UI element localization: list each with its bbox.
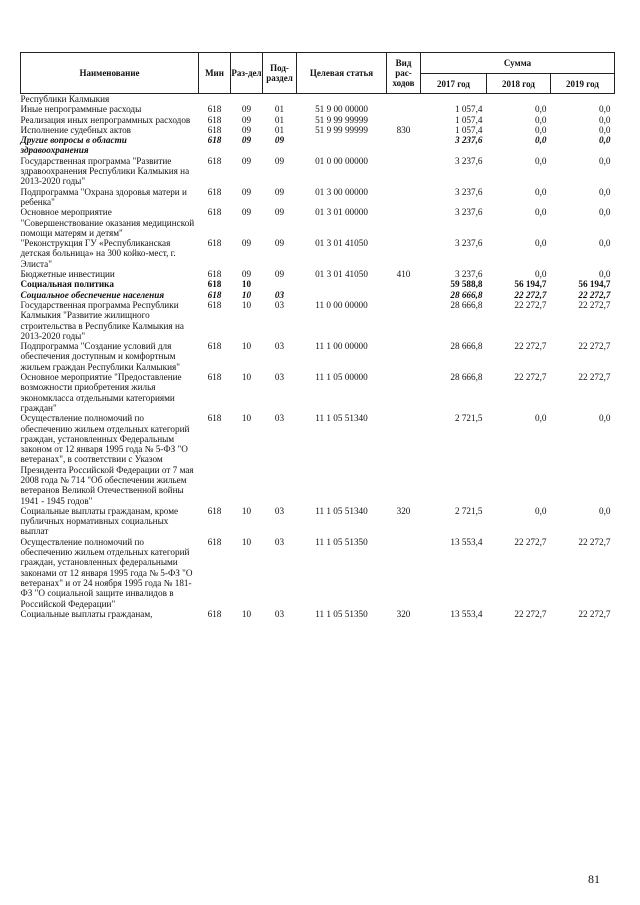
cell-2017: 28 666,8 — [450, 341, 483, 352]
cell-2019: 0,0 — [599, 124, 611, 135]
cell-2018: 0,0 — [535, 505, 547, 516]
cell-2019: 0,0 — [599, 155, 611, 166]
cell-2018: 0,0 — [535, 413, 547, 424]
cell-2019: 22 272,7 — [578, 536, 611, 547]
cell-name: Осуществление полномочий по обеспечению жильем отдельных категорий граждан, установленных федеральными законами от 12 января 1995 года № 5-ФЗ "О ветеранах" и от 24 ноября 1995 года № 181-ФЗ "О социальной защите инвалидов в Российской Федерации" — [20, 536, 193, 609]
cell-2019: 22 272,7 — [578, 299, 611, 310]
cell-name: Основное мероприятие "Совершенствование оказания медицинской помощи матерям и детям" — [20, 207, 195, 238]
cell-vid — [387, 238, 421, 269]
cell-podrazdel: 03 — [274, 608, 285, 619]
table-row — [21, 609, 615, 619]
cell-podrazdel: 03 — [274, 299, 285, 310]
cell-min: 618 — [207, 114, 222, 125]
cell-name: Государственная программа "Развитие здравоохранения Республики Калмыкия на 2013-2020 годы" — [20, 155, 190, 187]
cell-razdel: 09 — [241, 207, 252, 218]
cell-podrazdel: 01 — [274, 124, 285, 135]
cell-podrazdel: 09 — [274, 207, 285, 218]
cell-razdel: 10 — [241, 608, 252, 619]
cell-podrazdel: 09 — [274, 269, 285, 280]
cell-vid — [387, 94, 421, 105]
cell-min: 618 — [207, 279, 222, 290]
col-header-target: Целевая статья — [297, 53, 387, 94]
cell-name: Другие вопросы в области здравоохранения — [20, 135, 127, 156]
table-row — [21, 279, 615, 289]
cell-name: Социальное обеспечение населения — [20, 289, 165, 300]
table-row — [21, 506, 615, 537]
col-header-vid: Вид рас-ходов — [387, 53, 421, 94]
cell-podrazdel: 01 — [274, 104, 285, 115]
cell-min: 618 — [207, 536, 222, 547]
cell-2018: 0,0 — [535, 135, 547, 146]
table-row — [21, 104, 615, 114]
cell-min: 618 — [207, 269, 222, 280]
cell-2018: 56 194,7 — [514, 279, 547, 290]
table-row — [21, 238, 615, 269]
cell-target: 01 0 00 00000 — [315, 155, 368, 166]
cell-podrazdel: 03 — [274, 289, 285, 300]
cell-name: Подпрограмма "Охрана здоровья матери и ребенка" — [20, 186, 187, 207]
cell-2019: 0,0 — [599, 186, 611, 197]
table-row — [21, 115, 615, 125]
cell-min: 618 — [207, 372, 222, 383]
cell-min: 618 — [207, 608, 222, 619]
cell-min: 618 — [207, 289, 222, 300]
cell-vid — [387, 104, 421, 114]
cell-2019: 22 272,7 — [578, 608, 611, 619]
cell-podrazdel — [263, 279, 297, 289]
col-header-podrazdel: Под-раздел — [263, 53, 297, 94]
cell-min: 618 — [207, 155, 222, 166]
cell-name: Государственная программа Республики Калмыкия "Развитие жилищного строительства в Республике Калмыкия на 2013-2020 годы" — [20, 299, 184, 341]
cell-podrazdel: 03 — [274, 413, 285, 424]
cell-min: 618 — [207, 124, 222, 135]
cell-2019: 0,0 — [599, 413, 611, 424]
cell-podrazdel: 01 — [274, 114, 285, 125]
cell-min: 618 — [207, 341, 222, 352]
cell-2018: 22 272,7 — [514, 608, 547, 619]
cell-2018: 0,0 — [535, 186, 547, 197]
cell-vid — [387, 413, 421, 506]
cell-2017: 3 237,6 — [454, 155, 483, 166]
cell-name: Подпрограмма "Создание условий для обеспечения доступным и комфортным жильем граждан Республики Калмыкия" — [20, 341, 180, 372]
cell-2019: 0,0 — [599, 269, 611, 280]
cell-podrazdel: 03 — [274, 536, 285, 547]
cell-razdel: 09 — [241, 135, 252, 146]
cell-vid: 410 — [396, 269, 411, 280]
cell-podrazdel: 09 — [274, 186, 285, 197]
cell-vid — [387, 372, 421, 413]
cell-2019: 22 272,7 — [578, 341, 611, 352]
cell-2018 — [487, 94, 551, 105]
cell-vid: 320 — [396, 608, 411, 619]
table-row — [21, 187, 615, 208]
cell-name: Основное мероприятие "Предоставление возможности приобретения жилья экономкласса отдельными категориями граждан" — [20, 372, 182, 413]
cell-podrazdel: 09 — [274, 238, 285, 249]
cell-2018: 0,0 — [535, 104, 547, 115]
cell-name: Реализация иных непрограммных расходов — [20, 114, 191, 125]
cell-razdel: 09 — [241, 124, 252, 135]
cell-target — [297, 279, 387, 289]
col-header-razdel: Раз-дел — [231, 53, 263, 94]
col-header-sum: Сумма — [421, 53, 615, 74]
cell-min: 618 — [207, 238, 222, 249]
table-row — [21, 156, 615, 187]
cell-2017: 59 588,8 — [450, 279, 483, 290]
cell-2019 — [551, 94, 615, 105]
cell-name: "Реконструкция ГУ «Республиканская детская больница» на 300 койко-мест, г. Элиста" — [20, 238, 176, 269]
cell-name: Осуществление полномочий по обеспечению жильем отдельных категорий граждан, установленных Федеральным законом от 12 января 1995 года № 5-ФЗ "О ветеранах", в соответствии с Указом Президента Российской Федерации от 7 мая 2008 года № 714 "Об обеспечении жильем ветеранов Великой Отечественной войны 1941 - 1945 годов" — [20, 413, 194, 506]
cell-vid — [387, 115, 421, 125]
table-row — [21, 290, 615, 300]
cell-2018: 0,0 — [535, 238, 547, 249]
cell-razdel: 09 — [241, 104, 252, 115]
cell-vid — [387, 279, 421, 289]
budget-table — [20, 52, 615, 619]
cell-2017 — [421, 94, 487, 105]
cell-razdel: 09 — [241, 269, 252, 280]
cell-2018: 0,0 — [535, 114, 547, 125]
cell-2019: 0,0 — [599, 238, 611, 249]
cell-2018: 0,0 — [535, 155, 547, 166]
cell-2017: 13 553,4 — [450, 608, 483, 619]
cell-vid: 830 — [396, 124, 411, 135]
cell-target: 01 3 01 41050 — [315, 269, 368, 280]
cell-min: 618 — [207, 299, 222, 310]
cell-2018: 22 272,7 — [514, 536, 547, 547]
cell-podrazdel: 09 — [274, 155, 285, 166]
table-row — [21, 341, 615, 372]
cell-2018: 22 272,7 — [514, 341, 547, 352]
table-row — [21, 269, 615, 279]
cell-2019: 22 272,7 — [578, 289, 611, 300]
cell-2017: 1 057,4 — [454, 124, 483, 135]
cell-min — [199, 94, 231, 105]
cell-target — [297, 290, 387, 300]
cell-name: Бюджетные инвестиции — [20, 269, 115, 280]
cell-2017: 2 721,5 — [454, 413, 483, 424]
cell-min: 618 — [207, 104, 222, 115]
cell-vid — [387, 135, 421, 156]
cell-name: Иные непрограммные расходы — [20, 104, 142, 115]
cell-razdel: 10 — [241, 289, 252, 300]
cell-min: 618 — [207, 207, 222, 218]
cell-2017: 3 237,6 — [454, 238, 483, 249]
cell-razdel: 09 — [241, 186, 252, 197]
cell-vid — [387, 156, 421, 187]
cell-vid — [387, 207, 421, 238]
cell-vid: 320 — [396, 505, 411, 516]
cell-2019: 0,0 — [599, 207, 611, 218]
col-header-2018: 2018 год — [487, 74, 551, 94]
cell-podrazdel: 09 — [274, 135, 285, 146]
cell-razdel: 10 — [241, 505, 252, 516]
cell-2019: 22 272,7 — [578, 372, 611, 383]
cell-name: Социальная политика — [20, 279, 114, 290]
cell-2019: 56 194,7 — [578, 279, 611, 290]
cell-2019: 0,0 — [599, 114, 611, 125]
table-row — [21, 537, 615, 609]
cell-razdel: 10 — [241, 536, 252, 547]
cell-2017: 3 237,6 — [454, 135, 483, 146]
cell-min: 618 — [207, 413, 222, 424]
cell-vid — [387, 537, 421, 609]
cell-2017: 1 057,4 — [454, 114, 483, 125]
cell-target: 11 1 05 51340 — [315, 505, 368, 516]
table-row — [21, 135, 615, 156]
cell-target: 11 1 05 51340 — [315, 413, 368, 424]
col-header-min: Мин — [199, 53, 231, 94]
page-number: 81 — [588, 872, 600, 886]
cell-2017: 28 666,8 — [450, 289, 483, 300]
cell-2018: 22 272,7 — [514, 372, 547, 383]
cell-2017: 2 721,5 — [454, 505, 483, 516]
cell-2017: 13 553,4 — [450, 536, 483, 547]
cell-target: 11 1 00 00000 — [315, 341, 368, 352]
cell-2017: 28 666,8 — [450, 299, 483, 310]
cell-target: 01 3 01 00000 — [315, 207, 368, 218]
cell-razdel — [231, 94, 263, 105]
cell-2019: 0,0 — [599, 505, 611, 516]
cell-target — [297, 94, 387, 105]
cell-podrazdel — [263, 94, 297, 105]
col-header-name: Наименование — [21, 53, 199, 94]
cell-podrazdel: 03 — [274, 505, 285, 516]
cell-razdel: 09 — [241, 114, 252, 125]
table-row — [21, 125, 615, 135]
cell-razdel: 09 — [241, 238, 252, 249]
cell-2018: 22 272,7 — [514, 299, 547, 310]
cell-2018: 0,0 — [535, 269, 547, 280]
cell-razdel: 10 — [241, 372, 252, 383]
cell-2017: 3 237,6 — [454, 269, 483, 280]
cell-2017: 3 237,6 — [454, 207, 483, 218]
cell-target: 51 9 99 99999 — [315, 124, 368, 135]
table-header — [21, 53, 615, 94]
col-header-2017: 2017 год — [421, 74, 487, 94]
cell-razdel: 10 — [241, 341, 252, 352]
cell-target: 01 3 00 00000 — [315, 186, 368, 197]
cell-razdel: 10 — [241, 413, 252, 424]
cell-2017: 1 057,4 — [454, 104, 483, 115]
cell-target: 51 9 99 99999 — [315, 114, 368, 125]
cell-min: 618 — [207, 505, 222, 516]
cell-name: Социальные выплаты гражданам, — [20, 608, 153, 619]
table-row — [21, 207, 615, 238]
col-header-2019: 2019 год — [551, 74, 615, 94]
cell-vid — [387, 300, 421, 341]
table-row — [21, 372, 615, 413]
cell-min: 618 — [207, 186, 222, 197]
cell-2019: 0,0 — [599, 135, 611, 146]
cell-2018: 0,0 — [535, 124, 547, 135]
cell-podrazdel: 03 — [274, 372, 285, 383]
cell-target — [297, 135, 387, 156]
budget-table-page — [20, 52, 615, 619]
cell-razdel: 10 — [241, 299, 252, 310]
cell-target: 01 3 01 41050 — [315, 238, 368, 249]
cell-target: 11 1 05 00000 — [315, 372, 368, 383]
table-body — [21, 94, 615, 620]
cell-name: Исполнение судебных актов — [20, 124, 132, 135]
cell-target: 11 1 05 51350 — [315, 536, 368, 547]
table-row — [21, 94, 615, 105]
cell-podrazdel: 03 — [274, 341, 285, 352]
table-row — [21, 300, 615, 341]
cell-min: 618 — [207, 135, 222, 146]
cell-vid — [387, 290, 421, 300]
cell-razdel: 10 — [241, 279, 252, 290]
cell-target: 11 1 05 51350 — [315, 608, 368, 619]
cell-2018: 22 272,7 — [514, 289, 547, 300]
cell-razdel: 09 — [241, 155, 252, 166]
cell-2017: 3 237,6 — [454, 186, 483, 197]
cell-name: Социальные выплаты гражданам, кроме публичных нормативных социальных выплат — [20, 505, 179, 537]
cell-name: Республики Калмыкия — [20, 94, 110, 104]
cell-2019: 0,0 — [599, 104, 611, 115]
cell-target: 11 0 00 00000 — [315, 299, 368, 310]
cell-2018: 0,0 — [535, 207, 547, 218]
cell-vid — [387, 187, 421, 208]
cell-vid — [387, 341, 421, 372]
table-row — [21, 413, 615, 506]
cell-2017: 28 666,8 — [450, 372, 483, 383]
cell-target: 51 9 00 00000 — [315, 104, 368, 115]
